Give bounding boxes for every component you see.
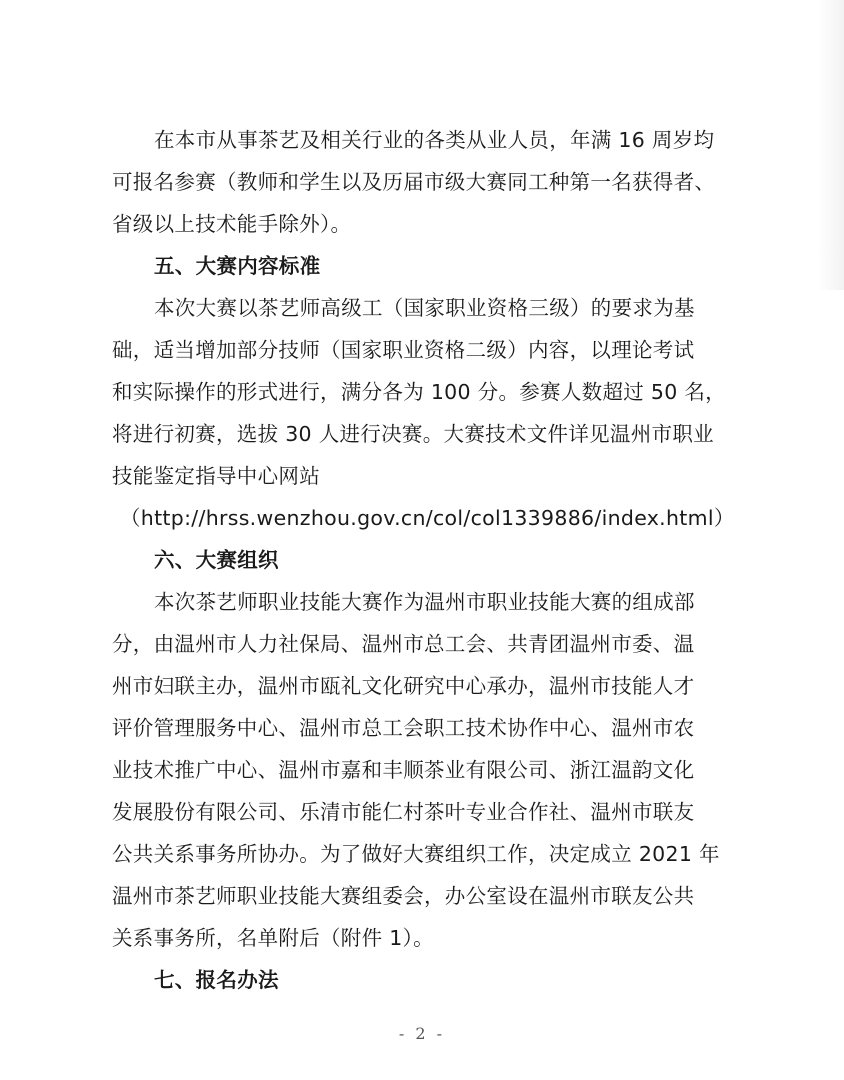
paragraph-line: 评价管理服务中心、温州市总工会职工技术协作中心、温州市农 [112, 716, 695, 740]
paragraph-line: 在本市从事茶艺及相关行业的各类从业人员，年满 16 周岁均 [154, 128, 715, 152]
paragraph-line: 州市妇联主办，温州市瓯礼文化研究中心承办，温州市技能人才 [112, 674, 695, 698]
section-heading-content-standard: 五、大赛内容标准 [154, 254, 321, 278]
paragraph-line: 础，适当增加部分技师（国家职业资格二级）内容，以理论考试 [112, 338, 695, 362]
paragraph-line: 本次大赛以茶艺师高级工（国家职业资格三级）的要求为基 [154, 296, 695, 320]
paragraph-line: 和实际操作的形式进行，满分各为 100 分。参赛人数超过 50 名， [112, 380, 726, 404]
paragraph-line: 发展股份有限公司、乐清市能仁村茶叶专业合作社、温州市联友 [112, 800, 695, 824]
section-heading-organization: 六、大赛组织 [154, 548, 279, 572]
paragraph-line: 分，由温州市人力社保局、温州市总工会、共青团温州市委、温 [112, 632, 695, 656]
page-number: - 2 - [398, 1024, 446, 1043]
paragraph-line: 技能鉴定指导中心网站 [112, 464, 320, 488]
paragraph-line: 公共关系事务所协办。为了做好大赛组织工作，决定成立 2021 年 [112, 842, 720, 866]
section-heading-registration: 七、报名办法 [154, 968, 279, 992]
website-url: （http://hrss.wenzhou.gov.cn/col/col1339886/index.html） [120, 506, 735, 530]
paragraph-line: 可报名参赛（教师和学生以及历届市级大赛同工种第一名获得者、 [112, 170, 716, 194]
paragraph-line: 将进行初赛，选拔 30 人进行决赛。大赛技术文件详见温州市职业 [112, 422, 714, 446]
paragraph-line: 温州市茶艺师职业技能大赛组委会，办公室设在温州市联友公共 [112, 884, 695, 908]
page-edge-shadow [818, 0, 844, 290]
paragraph-line: 业技术推广中心、温州市嘉和丰顺茶业有限公司、浙江温韵文化 [112, 758, 695, 782]
paragraph-line: 省级以上技术能手除外）。 [112, 212, 352, 236]
paragraph-line: 本次茶艺师职业技能大赛作为温州市职业技能大赛的组成部 [154, 590, 695, 614]
paragraph-line: 关系事务所，名单附后（附件 1）。 [112, 926, 434, 950]
